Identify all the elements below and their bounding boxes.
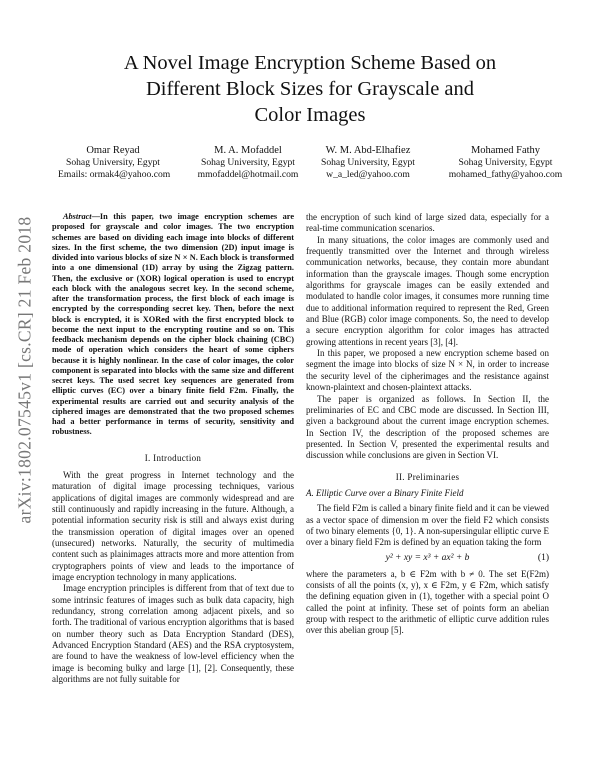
abstract-dash: —	[91, 212, 100, 221]
subsection-heading: A. Elliptic Curve over a Binary Finite Field	[306, 487, 464, 498]
abstract-text: In this paper, two image encryption schemes are proposed for grayscale and color images. The two encryption schemes are based on dividing each image into blocks of different sizes. In the first scheme, the two dimension (2D) input image is divided into various blocks of size N × N. Each block is transformed into a one dimensional (1D) array by using the Zigzag pattern. Then, the exclusive or (XOR) logical operation is used to encrypt each block with the analogous secret key. In the second scheme, after the transformation process, the first block of each image is encrypted by the corresponding secret key. Then, before the next block is encrypted, it is XORed with the first encrypted block to become the next input to the encrypting routine and so on. This feedback mechanism depends on the cipher block chaining (CBC) mode of operation which considers the heart of some ciphers because it is highly nonlinear. In the case of color images, the color component is separated into blocks with the same size and different secret keys. The used secret key sequences are generated from elliptic curves (EC) over a binary finite field F2m. Finally, the experimental results are carried out and security analysis of the ciphered images are demonstrated that the two proposed schemes had a better performance in terms of security, sensitivity and robustness.	[52, 212, 294, 437]
author-email: mmofaddel@hotmail.com	[197, 168, 299, 180]
author	[443, 144, 568, 180]
title-line: Color Images	[254, 104, 366, 126]
author	[58, 144, 171, 180]
right-column	[306, 212, 549, 637]
arxiv-id-text: arXiv:1802.07545v1 [cs.CR] 21 Feb 2018	[14, 216, 35, 524]
author-affiliation: Sohag University, Egypt	[201, 157, 295, 168]
author	[188, 144, 308, 180]
author-name: Omar Reyad	[86, 145, 140, 156]
abstract	[52, 212, 294, 438]
paragraph: In many situations, the color images are commonly used and frequently transmitted over the Internet and through wireless communication networks, because, they contain more abundant information than the grayscale images. Though some encryption algorithms for grayscale images can be easily extended and modulated to handle color images, it consumes more running time due to additional information required to represent the Red, Green and Blue (RGB) color image components. So, the need to develop a secure encryption algorithm for color images has attracted growing attentions in recent years [3], [4].	[306, 234, 549, 347]
author-email: w_a_led@yahoo.com	[326, 168, 410, 180]
paragraph: where the parameters a, b ∈ F2m with b ≠ 0. The set E(F2m) consists of all the points (x, y), x ∈ F2m, y ∈ F2m, which satisfy the defining equation given in (1), together with a special point O called the point at infinity. These set of points form an abelian group with respect to the arithmetic of elliptic curve addition rules over this abelian group [5].	[306, 568, 549, 636]
abstract-label: Abstract	[63, 212, 92, 221]
author-email: Emails: ormak4@yahoo.com	[58, 168, 171, 180]
paragraph: In this paper, we proposed a new encryption scheme based on segment the image into blocks of size N × N, in order to increase the security level of the cipherimages and the resistance against known-plaintext and chosen-plaintext attacks.	[306, 348, 549, 393]
equation	[306, 549, 549, 569]
author-affiliation: Sohag University, Egypt	[321, 157, 415, 168]
left-column	[52, 212, 294, 685]
author-name: W. M. Abd-Elhafiez	[325, 145, 411, 156]
author-affiliation: Sohag University, Egypt	[458, 157, 553, 168]
paper-title	[60, 50, 560, 128]
section-heading: I. Introduction	[144, 452, 202, 463]
author-email: mohamed_fathy@yahoo.com	[448, 168, 563, 180]
arxiv-identifier	[14, 190, 36, 550]
paragraph: With the great progress in Internet technology and the maturation of digital image processing techniques, various applications of digital images are commonly widespread and are still continuously and rapidly increasing in the future. Although, a potential information security risk is still and always exist during the transmission operation of digital images over an opened (unsecured) networks. Naturally, the security of multimedia content such as plainimages attracts more and more attention from cryptographers points of view and leads to the importance of image encryption technology in many applications.	[52, 469, 294, 582]
author-block	[58, 144, 568, 184]
author	[308, 144, 428, 180]
paragraph: Image encryption principles is different from that of text due to some intrinsic features of images such as bulk data capacity, high redundancy, strong correlation among adjacent pixels, and so forth. The traditional of various encryption algorithms that is based on number theory such as Data Encryption Standard (DES), Advanced Encryption Standard (AES) and the RSA cryptosystem, are found to have the weakness of low-level efficiency when the image is becoming bulky and large [1], [2]. Consequently, these algorithms are not fully suitable for	[52, 583, 294, 685]
author-name: Mohamed Fathy	[470, 145, 541, 156]
paragraph: the encryption of such kind of large sized data, especially for a real-time communication scenarios.	[306, 212, 549, 234]
equation-number: (1)	[537, 552, 549, 563]
paragraph: The field F2m is called a binary finite field and it can be viewed as a vector space of dimension m over the field F2 which consists of two binary elements {0, 1}. A non-supersingular elliptic curve E over a binary field F2m is defined by an equation taking the form	[306, 503, 549, 548]
author-affiliation: Sohag University, Egypt	[66, 157, 160, 168]
title-line: A Novel Image Encryption Scheme Based on	[123, 52, 497, 74]
equation-body: y² + xy = x³ + ax² + b	[385, 552, 470, 563]
author-name: M. A. Mofaddel	[214, 145, 282, 156]
section-heading: II. Preliminaries	[395, 471, 460, 482]
paragraph: The paper is organized as follows. In Section II, the preliminaries of EC and CBC mode are discussed. In Section III, given a background about the current image encryption schemes. In Section IV, the description of the proposed schemes are presented. In Section V, presented the experimental results and discussion while conclusions are given in Section VI.	[306, 393, 549, 461]
title-line: Different Block Sizes for Grayscale and	[145, 78, 475, 100]
